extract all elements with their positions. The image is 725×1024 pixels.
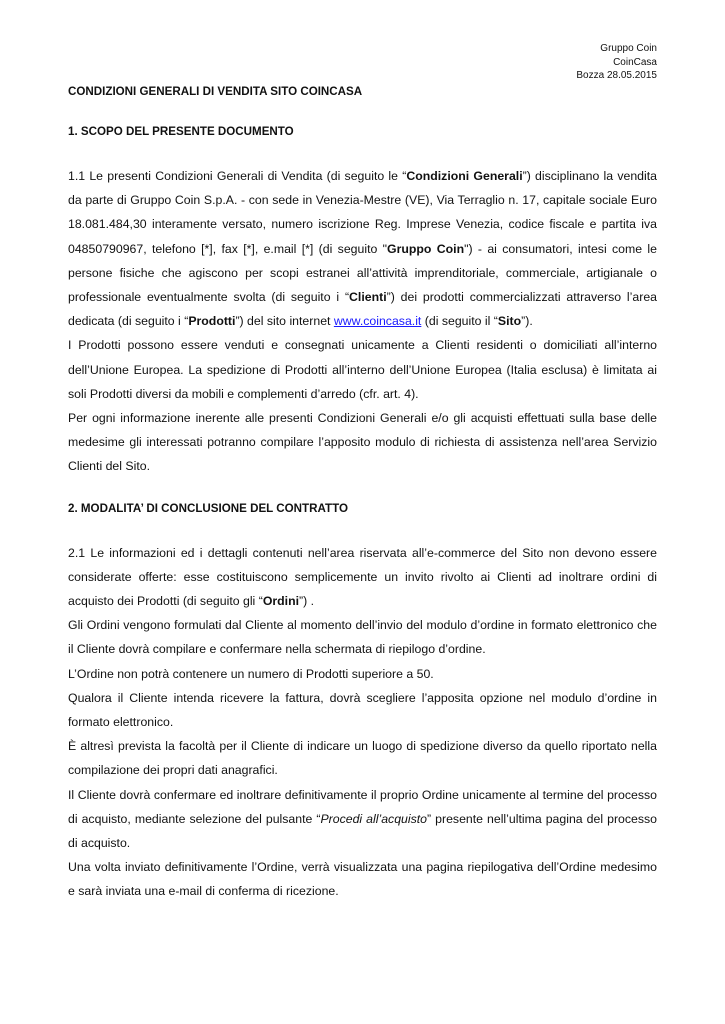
website-link[interactable]: www.coincasa.it [333, 314, 422, 329]
section-2-paragraph-5: È altresì prevista la facoltà per il Cliente di indicare un luogo di spedizione diverso da quello riportato nella compilazione dei propri dati anagrafici. [68, 739, 657, 778]
section-1-paragraph-2: I Prodotti possono essere venduti e consegnati unicamente a Clienti residenti o domiciliati all’interno dell’Unione Europea. La spedizione di Prodotti all’interno dell’Unione Europea (Italia esclusa) è limitata ai soli Prodotti diversi da mobili e complementi d’arredo (cfr. art. 4). [68, 338, 657, 401]
document-header-meta [576, 42, 657, 83]
brand-name: CoinCasa [613, 56, 657, 68]
section-2-paragraph-7: Una volta inviato definitivamente l’Ordine, verrà visualizzata una pagina riepilogativa dell’Ordine medesimo e sarà inviata una e-mail di conferma di ricezione. [68, 860, 657, 899]
document-body [68, 84, 657, 904]
section-2-paragraph-2: Gli Ordini vengono formulati dal Cliente al momento dell’invio del modulo d’ordine in formato elettronico che il Cliente dovrà compilare e confermare nella schermata di riepilogo d’ordine. [68, 618, 657, 657]
document-title: CONDIZIONI GENERALI DI VENDITA SITO COINCASA [68, 85, 363, 98]
section-1-paragraph-3: Per ogni informazione inerente alle presenti Condizioni Generali e/o gli acquisti effettuati sulla base delle medesime gli interessati potranno compilare l’apposito modulo di richiesta di assistenza nell’area Servizio Clienti del Sito. [68, 411, 657, 474]
company-name: Gruppo Coin [600, 43, 657, 54]
section-2-heading: 2. MODALITA’ DI CONCLUSIONE DEL CONTRATTO [68, 501, 348, 515]
section-2-paragraph-6: Il Cliente dovrà confermare ed inoltrare definitivamente il proprio Ordine unicamente al termine del processo di acquisto, mediante selezione del pulsante “Procedi all’acquisto” presente nell’ultima pagina del processo di acquisto. [68, 787, 657, 851]
section-1-heading: 1. SCOPO DEL PRESENTE DOCUMENTO [68, 125, 294, 138]
section-2-paragraph-3: L’Ordine non potrà contenere un numero di Prodotti superiore a 50. [68, 666, 434, 681]
draft-date: Bozza 28.05.2015 [576, 70, 657, 81]
section-1-paragraph-1: 1.1 Le presenti Condizioni Generali di Vendita (di seguito le “Condizioni Generali”) disciplinano la vendita da parte di Gruppo Coin S.p.A. - con sede in Venezia-Mestre (VE), Via Terraglio n. 17, capitale sociale Euro 18.081.484,30 interamente versato, numero iscrizione Reg. Imprese Venezia, codice fiscale e partita iva 04850790967, telefono [*], fax [*], e.mail [*] (di seguito "Gruppo Coin") - ai consumatori, intesi come le persone fisiche che agiscono per scopi estranei all’attività imprenditoriale, commerciale, artigianale o professionale eventualmente svolta (di seguito i “Clienti”) dei prodotti commercializzati attraverso l’area dedicata (di seguito i “Prodotti”) del sito internet www.coincasa.it (di seguito il “Sito”). [68, 169, 657, 329]
section-2-paragraph-4: Qualora il Cliente intenda ricevere la fattura, dovrà scegliere l’apposita opzione nel modulo d’ordine in formato elettronico. [68, 690, 657, 730]
section-2-paragraph-1: 2.1 Le informazioni ed i dettagli contenuti nell’area riservata all’e-commerce del Sito non devono essere considerate offerte: esse costituiscono semplicemente un invito rivolto ai Clienti ad inoltrare ordini di acquisto dei Prodotti (di seguito gli “Ordini”) . [68, 545, 657, 609]
